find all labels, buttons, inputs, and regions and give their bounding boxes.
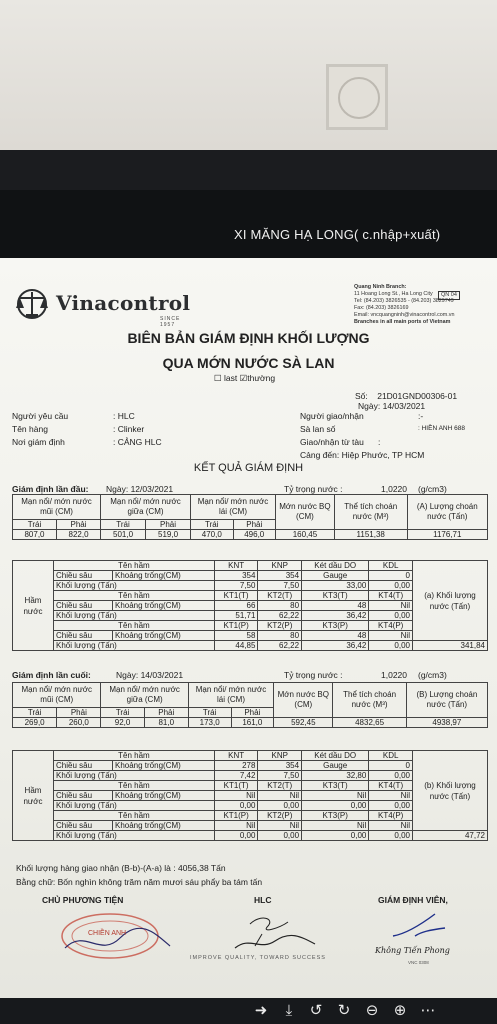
table-cell: Nil: [369, 821, 413, 831]
table-cell: 66: [214, 601, 258, 611]
side-label: Phải: [233, 520, 275, 530]
table-header: (A) Lượng choán nước (Tấn): [407, 495, 487, 530]
table-cell: 0,00: [258, 831, 302, 841]
table-cell: 0: [369, 761, 413, 771]
table-cell: 92,0: [101, 718, 144, 728]
hlc-signature-label: HLC: [254, 895, 272, 905]
table-cell: 81,0: [144, 718, 188, 728]
wall-vent-icon: [326, 64, 388, 130]
table-cell: 519,0: [146, 530, 191, 540]
table-header: Mạn nổi/ mớn nước giữa (CM): [101, 683, 188, 708]
table-header: KT1(T): [214, 781, 258, 791]
depth-label: Chiều sâu: [54, 631, 113, 641]
table-header: Mạn nổi/ mớn nước mũi (CM): [13, 683, 101, 708]
table-cell: 51,71: [214, 611, 258, 621]
mass-label: Khối lượng (Tấn): [54, 801, 215, 811]
side-label: Trái: [101, 520, 146, 530]
mass-label: Khối lượng (Tấn): [54, 831, 215, 841]
table-cell: 0,00: [369, 801, 413, 811]
table-cell: Nil: [214, 791, 258, 801]
table-cell: 161,0: [231, 718, 274, 728]
branch-title: Quang Ninh Branch:: [354, 284, 407, 290]
tanks-side-label: (a) Khối lượng nước (Tấn): [413, 561, 488, 641]
table-header: Két dầu DO: [302, 751, 369, 761]
table-cell: 354: [258, 761, 302, 771]
table-header: KT1(T): [214, 591, 258, 601]
table-header: KT3(T): [302, 781, 369, 791]
scale-logo-icon: [14, 288, 50, 320]
download-icon[interactable]: ⤓: [285, 1002, 293, 1019]
table-header: KT2(P): [258, 621, 302, 631]
document-page: [0, 258, 497, 998]
tanks-total: 341,84: [413, 641, 488, 651]
table-cell: 0,00: [302, 801, 369, 811]
table-header: Tên hầm: [54, 811, 215, 821]
side-label: Phải: [57, 520, 101, 530]
tanks-side-label: (b) Khối lượng nước (Tấn): [413, 751, 488, 831]
info-goods-value: : Clinker: [113, 424, 145, 434]
table-header: KT3(P): [302, 811, 369, 821]
location-code: QN 04: [438, 291, 460, 300]
hlc-signature: [230, 906, 320, 956]
table-cell: 0,00: [369, 831, 413, 841]
table-cell: Gauge: [302, 571, 369, 581]
table-header: KT1(P): [214, 811, 258, 821]
table-header: KDL: [369, 561, 413, 571]
checkbox-empty-icon: ☐: [214, 373, 222, 383]
table-cell: 58: [214, 631, 258, 641]
table-header: KNT: [214, 561, 258, 571]
table-header: KNT: [214, 751, 258, 761]
table-header: Mạn nổi/ mớn nước giữa (CM): [101, 495, 191, 520]
table-cell: 592,45: [274, 718, 333, 728]
company-name: Vinacontrol: [56, 291, 191, 315]
table-header: (B) Lượng choán nước (Tấn): [406, 683, 487, 718]
table-cell: 48: [302, 631, 369, 641]
table-header: KNP: [258, 751, 302, 761]
table-header: Mạn nổi/ mớn nước lái (CM): [191, 495, 276, 520]
inspector-handwritten-signature-icon: [385, 906, 455, 946]
branch-line: Tel: (84.203) 3826535 - (84.203) 3829749: [354, 298, 454, 304]
table-cell: 0,00: [369, 581, 413, 591]
table-cell: 0: [369, 571, 413, 581]
info-receiver-value: :-: [418, 411, 424, 421]
side-label: Trái: [13, 708, 57, 718]
table-header: Mạn nổi/ mớn nước lái (CM): [188, 683, 273, 708]
table-header: KT4(T): [369, 781, 413, 791]
table-cell: Nil: [302, 821, 369, 831]
table-cell: 4832,65: [333, 718, 406, 728]
branch-line: 11 Hoang Long St., Ha Long City: [354, 291, 433, 297]
table-header: KT3(P): [302, 621, 369, 631]
side-label: Phải: [144, 708, 188, 718]
doc-number: Số: 21D01GND00306-01: [355, 391, 458, 401]
checkbox-checked-icon: ☑: [239, 373, 248, 383]
table-cell: 36,42: [302, 641, 369, 651]
redo-icon[interactable]: ↻: [337, 1002, 351, 1019]
table-header: KT4(P): [369, 811, 413, 821]
table-header: KT4(T): [369, 591, 413, 601]
table-cell: Nil: [369, 631, 413, 641]
doc-subtitle: QUA MỚN NƯỚC SÀ LAN: [162, 355, 335, 371]
info-goods: Tên hàng: [12, 424, 48, 434]
info-requester-value: : HLC: [113, 411, 135, 421]
table-cell: Nil: [369, 791, 413, 801]
depth-label: Chiều sâu: [54, 761, 113, 771]
first-survey-date: Ngày: 12/03/2021: [106, 484, 174, 494]
company-since: SINCE 1957: [160, 316, 181, 328]
option-row: [214, 373, 275, 384]
last-density-unit: (g/cm3): [418, 670, 447, 680]
side-label: Trái: [188, 708, 231, 718]
stamp-text: CHIỀN ANH: [88, 930, 127, 937]
info-receiver: Người giao/nhận: [300, 411, 364, 421]
last-tanks-table: [12, 750, 488, 841]
table-header: KT3(T): [302, 591, 369, 601]
table-cell: 470,0: [191, 530, 233, 540]
space-label: Khoảng trống(CM): [112, 571, 214, 581]
branch-line: Fax: (84.203) 3826169: [354, 305, 409, 311]
table-cell: 48: [302, 601, 369, 611]
depth-label: Chiều sâu: [54, 571, 113, 581]
space-label: Khoảng trống(CM): [112, 821, 214, 831]
table-cell: 807,0: [13, 530, 57, 540]
table-cell: 496,0: [233, 530, 275, 540]
depth-label: Chiều sâu: [54, 601, 113, 611]
table-cell: 1151,38: [334, 530, 407, 540]
last-draft-table: [12, 682, 488, 728]
table-header: Két dầu DO: [302, 561, 369, 571]
summary-in-words: Bằng chữ: Bốn nghìn không trăm năm mươi sáu phẩy ba tám tấn: [16, 877, 263, 887]
table-cell: 0,00: [302, 831, 369, 841]
table-header: KT2(T): [258, 781, 302, 791]
table-header: Tên hầm: [54, 591, 215, 601]
side-label: Trái: [191, 520, 233, 530]
inspector-signature-label: GIÁM ĐỊNH VIÊN,: [378, 895, 448, 905]
first-draft-table: [12, 494, 488, 540]
table-cell: 62,22: [258, 611, 302, 621]
owner-signature-label: CHỦ PHƯƠNG TIỆN: [42, 895, 124, 905]
space-label: Khoảng trống(CM): [112, 791, 214, 801]
side-label: Phải: [231, 708, 274, 718]
table-cell: 7,50: [214, 581, 258, 591]
table-cell: 36,42: [302, 611, 369, 621]
last-density-value: 1,0220: [381, 670, 407, 680]
mass-label: Khối lượng (Tấn): [54, 641, 215, 651]
undo-icon[interactable]: ↺: [309, 1002, 323, 1019]
table-header: Tên hầm: [54, 751, 215, 761]
table-header: Tên hầm: [54, 561, 215, 571]
table-cell: 7,42: [214, 771, 258, 781]
branch-line: Email: vncquangninh@vinacontrol.com.vn: [354, 312, 455, 318]
slogan: IMPROVE QUALITY, TOWARD SUCCESS: [190, 955, 326, 961]
window-title: XI MĂNG HẠ LONG( c.nhập+xuất): [234, 227, 441, 242]
table-cell: 80: [258, 631, 302, 641]
viewer-toolbar: [0, 998, 497, 1024]
table-cell: 44,85: [214, 641, 258, 651]
table-cell: 0,00: [214, 801, 258, 811]
tanks-total: 47,72: [413, 831, 488, 841]
table-cell: 278: [214, 761, 258, 771]
table-cell: 0,00: [214, 831, 258, 841]
form-code: VNC 0308: [408, 960, 429, 965]
mass-label: Khối lượng (Tấn): [54, 611, 215, 621]
option-normal-label: thường: [247, 373, 276, 383]
first-density-label: Tỷ trọng nước :: [284, 484, 343, 494]
table-cell: 4938,97: [406, 718, 487, 728]
zoom-out-icon[interactable]: ⊖: [365, 1002, 379, 1019]
table-cell: 32,80: [302, 771, 369, 781]
table-cell: 822,0: [57, 530, 101, 540]
table-header: Thể tích choán nước (M³): [333, 683, 406, 718]
table-cell: 173,0: [188, 718, 231, 728]
last-survey-date: Ngày: 14/03/2021: [116, 670, 184, 680]
table-cell: 1176,71: [407, 530, 487, 540]
space-label: Khoảng trống(CM): [112, 761, 214, 771]
side-label: Trái: [101, 708, 144, 718]
table-cell: 62,22: [258, 641, 302, 651]
table-cell: Nil: [302, 791, 369, 801]
last-density-label: Tỷ trọng nước :: [284, 670, 343, 680]
table-cell: 0,00: [369, 771, 413, 781]
table-cell: 269,0: [13, 718, 57, 728]
table-cell: 260,0: [57, 718, 101, 728]
info-place-value: : CẢNG HLC: [113, 437, 162, 447]
mass-label: Khối lượng (Tấn): [54, 771, 215, 781]
inspector-name: Không Tiến Phong: [375, 946, 450, 955]
table-cell: Nil: [258, 791, 302, 801]
table-header: KDL: [369, 751, 413, 761]
background-wall: [0, 0, 497, 160]
window-titlebar: [0, 190, 497, 260]
table-header: Mớn nước BQ (CM): [274, 683, 333, 718]
share-arrow-icon[interactable]: ➜: [254, 1002, 268, 1019]
barge-owner-stamp: [60, 908, 180, 963]
table-cell: 354: [258, 571, 302, 581]
result-title: KẾT QUẢ GIÁM ĐỊNH: [193, 462, 304, 474]
table-cell: 80: [258, 601, 302, 611]
monitor-bezel: [0, 150, 497, 190]
tanks-label: Hầm nước: [13, 751, 54, 841]
table-header: KT2(T): [258, 591, 302, 601]
more-icon[interactable]: ⋯: [420, 1002, 436, 1019]
table-cell: 0,00: [369, 611, 413, 621]
branch-info: [354, 284, 494, 326]
table-cell: Nil: [258, 821, 302, 831]
table-cell: 33,00: [302, 581, 369, 591]
table-header: Tên hầm: [54, 781, 215, 791]
table-cell: 7,50: [258, 771, 302, 781]
table-cell: Nil: [214, 821, 258, 831]
table-header: Tên hầm: [54, 621, 215, 631]
table-cell: 0,00: [258, 801, 302, 811]
table-cell: Gauge: [302, 761, 369, 771]
info-barge-value: : HIỀN ANH 688: [418, 425, 465, 432]
table-cell: Nil: [369, 601, 413, 611]
branch-line: Branches in all main ports of Vietnam: [354, 319, 451, 325]
info-ship-value: :: [378, 437, 381, 447]
first-tanks-table: [12, 560, 488, 651]
side-label: Phải: [146, 520, 191, 530]
info-place: Nơi giám định: [12, 437, 65, 447]
depth-label: Chiều sâu: [54, 791, 113, 801]
table-cell: 160,45: [275, 530, 334, 540]
hlc-handwritten-signature-icon: [230, 906, 320, 956]
table-cell: 354: [214, 571, 258, 581]
doc-title: BIÊN BẢN GIÁM ĐỊNH KHỐI LƯỢNG: [127, 330, 370, 346]
depth-label: Chiều sâu: [54, 821, 113, 831]
table-cell: 0,00: [369, 641, 413, 651]
option-last-label: last: [224, 373, 238, 383]
table-header: Thể tích choán nước (M³): [334, 495, 407, 530]
mass-label: Khối lượng (Tấn): [54, 581, 215, 591]
info-barge: Sà lan số: [300, 424, 336, 434]
space-label: Khoảng trống(CM): [112, 631, 214, 641]
side-label: Phải: [57, 708, 101, 718]
inspector-signature: [385, 906, 455, 946]
table-header: KT2(P): [258, 811, 302, 821]
info-destination: Cảng đến: Hiệp Phước, TP HCM: [300, 450, 425, 460]
table-header: KNP: [258, 561, 302, 571]
first-density-unit: (g/cm3): [418, 484, 447, 494]
table-cell: 501,0: [101, 530, 146, 540]
zoom-in-icon[interactable]: ⊕: [393, 1002, 407, 1019]
info-requester: Người yêu cầu: [12, 411, 69, 421]
table-header: Mạn nổi/ mớn nước mũi (CM): [13, 495, 101, 520]
table-header: KT1(P): [214, 621, 258, 631]
table-cell: 7,50: [258, 581, 302, 591]
info-ship: Giao/nhận từ tàu: [300, 437, 364, 447]
first-density-value: 1,0220: [381, 484, 407, 494]
last-survey-label: Giám định lần cuối:: [12, 670, 91, 680]
doc-date: Ngày: 14/03/2021: [358, 401, 426, 411]
tanks-label: Hầm nước: [13, 561, 54, 651]
table-header: KT4(P): [369, 621, 413, 631]
first-survey-label: Giám định lần đầu:: [12, 484, 89, 494]
summary-quantity: Khối lượng hàng giao nhận (B-b)-(A-a) là : 4056,38 Tấn: [16, 863, 226, 873]
table-header: Mớn nước BQ (CM): [275, 495, 334, 530]
space-label: Khoảng trống(CM): [112, 601, 214, 611]
side-label: Trái: [13, 520, 57, 530]
